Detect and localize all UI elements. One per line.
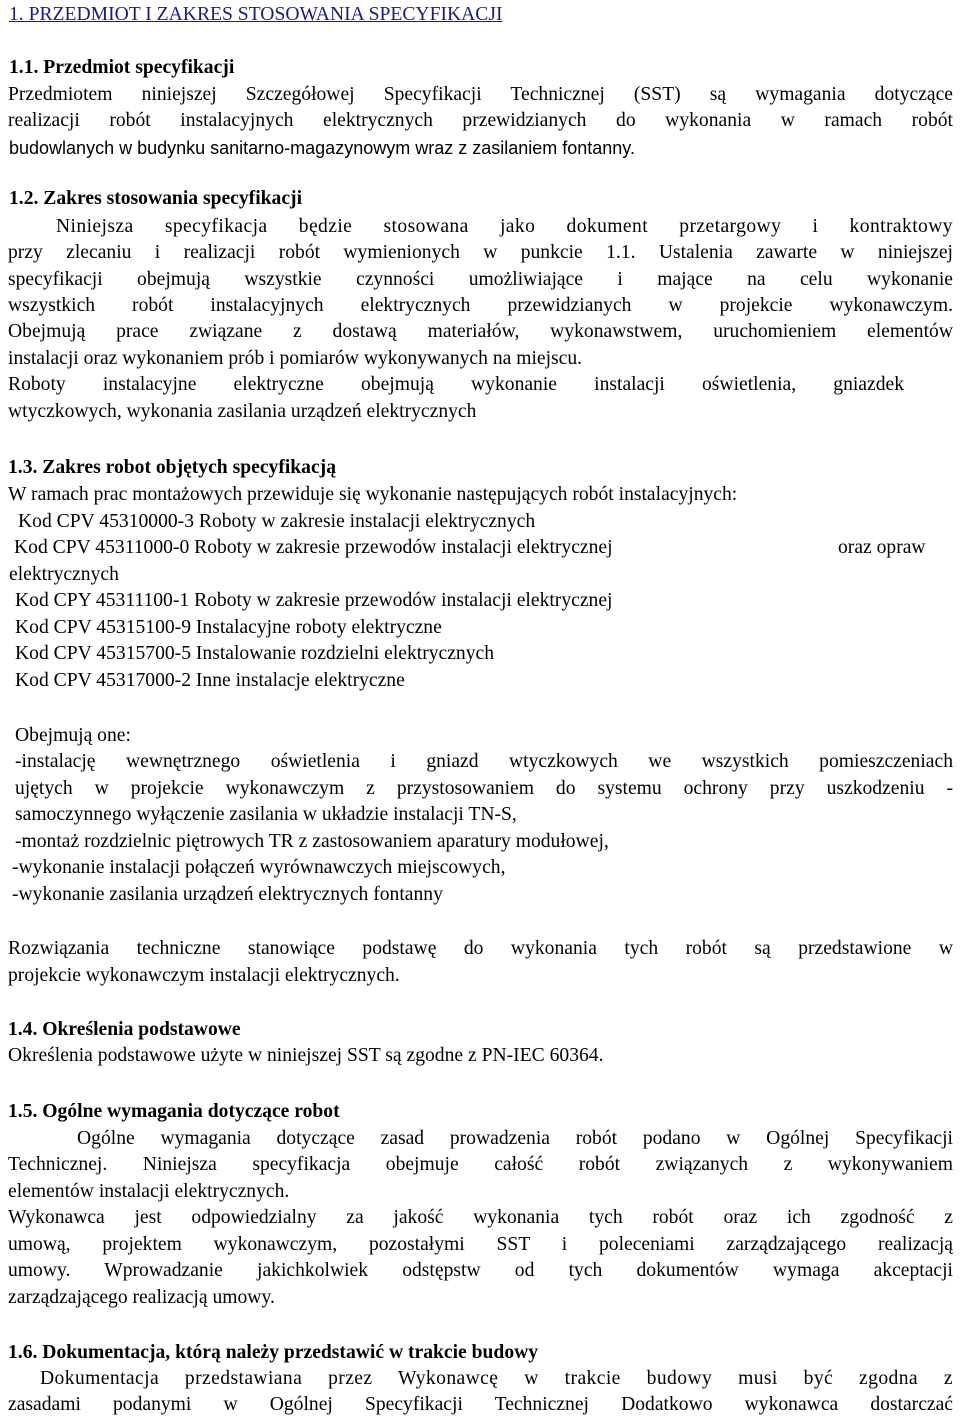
paragraph-line: Technicznej. Niniejsza specyfikacja obejmuje całość robót związanych z wykonywaniem xyxy=(8,1154,953,1175)
paragraph-line: projekcie wykonawczym instalacji elektrycznych. xyxy=(8,965,400,986)
cpv-code-line: Kod CPV 45310000-3 Roboty w zakresie instalacji elektrycznych xyxy=(18,511,536,532)
list-item: samoczynnego wyłączenie zasilania w układzie instalacji TN-S, xyxy=(15,804,517,825)
paragraph-line: przy zlecaniu i realizacji robót wymienionych w punkcie 1.1. Ustalenia zawarte w niniejszej xyxy=(8,242,953,263)
paragraph-line: Dokumentacja przedstawiana przez Wykonawcę w trakcie budowy musi być zgodna z xyxy=(40,1368,953,1389)
paragraph-line: W ramach prac montażowych przewiduje się wykonanie następujących robót instalacyjnych: xyxy=(8,484,738,505)
list-item: ujętych w projekcie wykonawczym z przystosowaniem do systemu ochrony przy uszkodzeniu - xyxy=(15,778,953,799)
section-1-1-heading: 1.1. Przedmiot specyfikacji xyxy=(9,57,235,78)
paragraph-line: Ogólne wymagania dotyczące zasad prowadzenia robót podano w Ogólnej Specyfikacji xyxy=(77,1128,953,1149)
list-item: -instalację wewnętrznego oświetlenia i gniazd wtyczkowych we wszystkich pomieszczeniach xyxy=(15,751,953,772)
cpv-code-line: Kod CPV 45315100-9 Instalacyjne roboty elektryczne xyxy=(15,617,442,638)
paragraph-line: wtyczkowych, wykonania zasilania urządzeń elektrycznych xyxy=(8,401,477,422)
paragraph-line: umową, projektem wykonawczym, pozostałymi SST i poleceniami zarządzającego realizacją xyxy=(8,1234,953,1255)
paragraph-line: zasadami podanymi w Ogólnej Specyfikacji Technicznej Dodatkowo wykonawca dostarczać xyxy=(8,1394,953,1415)
paragraph-line: Obejmują prace związane z dostawą materiałów, wykonawstwem, uruchomieniem elementów xyxy=(8,321,953,342)
paragraph-line: umowy. Wprowadzanie jakichkolwiek odstępstw od tych dokumentów wymaga akceptacji xyxy=(8,1260,953,1281)
cpv-code-line-cont: elektrycznych xyxy=(9,564,119,585)
section-1-6-heading: 1.6. Dokumentacja, którą należy przedstawić w trakcie budowy xyxy=(8,1342,539,1363)
paragraph-line: budowlanych w budynku sanitarno-magazynowym wraz z zasilaniem fontanny. xyxy=(9,138,635,158)
paragraph-line: Przedmiotem niniejszej Szczegółowej Specyfikacji Technicznej (SST) są wymagania dotyczące xyxy=(8,84,953,105)
paragraph-line: instalacji oraz wykonaniem prób i pomiarów wykonywanych na miejscu. xyxy=(8,348,583,369)
paragraph-line: Rozwiązania techniczne stanowiące podstawę do wykonania tych robót są przedstawione w xyxy=(8,938,953,959)
cpv-code-line: Kod CPV 45317000-2 Inne instalacje elektryczne xyxy=(15,670,405,691)
list-item: -wykonanie instalacji połączeń wyrównawczych miejscowych, xyxy=(12,857,506,878)
paragraph-line: Roboty instalacyjne elektryczne obejmują wykonanie instalacji oświetlenia, gniazdek xyxy=(8,374,904,395)
cpv-code-line: Kod CPV 45315700-5 Instalowanie rozdzielni elektrycznych xyxy=(15,643,495,664)
paragraph-line: elementów instalacji elektrycznych. xyxy=(8,1181,290,1202)
section-1-3-heading: 1.3. Zakres robot objętych specyfikacją xyxy=(8,457,336,478)
section-1-5-heading: 1.5. Ogólne wymagania dotyczące robot xyxy=(8,1101,340,1122)
list-intro: Obejmują one: xyxy=(15,725,131,746)
main-heading: 1. PRZEDMIOT I ZAKRES STOSOWANIA SPECYFIKACJI xyxy=(9,4,503,25)
cpv-code-line: Kod CPV 45311000-0 Roboty w zakresie przewodów instalacji elektrycznej xyxy=(14,537,613,558)
paragraph-line: Określenia podstawowe użyte w niniejszej SST są zgodne z PN-IEC 60364. xyxy=(8,1045,604,1066)
paragraph-line: Niniejsza specyfikacja będzie stosowana jako dokument przetargowy i kontraktowy xyxy=(56,216,953,237)
list-item: -montaż rozdzielnic piętrowych TR z zastosowaniem aparatury modułowej, xyxy=(15,831,609,852)
paragraph-line: wszystkich robót instalacyjnych elektrycznych przewidzianych w projekcie wykonawczym. xyxy=(8,295,953,316)
paragraph-line: specyfikacji obejmują wszystkie czynności umożliwiające i mające na celu wykonanie xyxy=(8,269,953,290)
section-1-2-heading: 1.2. Zakres stosowania specyfikacji xyxy=(9,188,303,209)
list-item: -wykonanie zasilania urządzeń elektrycznych fontanny xyxy=(12,884,443,905)
paragraph-line: zarządzającego realizacją umowy. xyxy=(8,1287,275,1308)
paragraph-line: Wykonawca jest odpowiedzialny za jakość wykonania tych robót oraz ich zgodność z xyxy=(8,1207,953,1228)
cpv-code-line-cont: oraz opraw xyxy=(838,537,926,558)
paragraph-line: realizacji robót instalacyjnych elektrycznych przewidzianych do wykonania w ramach robót xyxy=(8,110,953,131)
section-1-4-heading: 1.4. Określenia podstawowe xyxy=(8,1019,241,1040)
cpv-code-line: Kod CPY 45311100-1 Roboty w zakresie przewodów instalacji elektrycznej xyxy=(15,590,613,611)
